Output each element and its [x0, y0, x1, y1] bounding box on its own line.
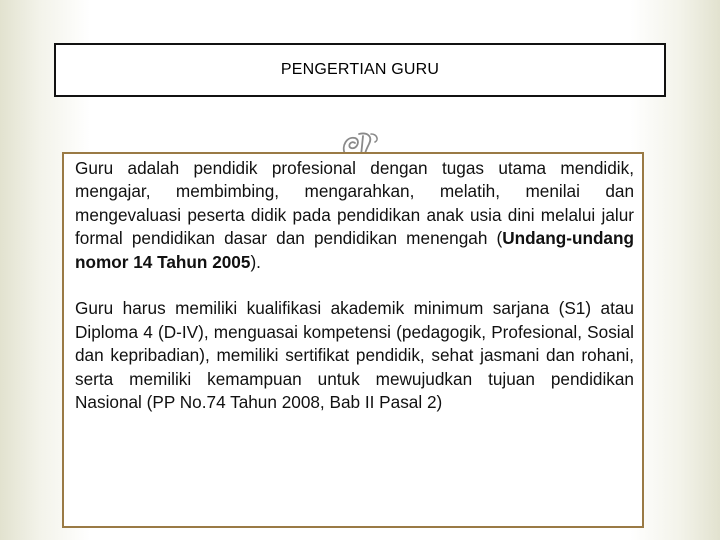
content-box	[62, 152, 644, 528]
qualification-paragraph: Guru harus memiliki kualifikasi akademik minimum sarjana (S1) atau Diploma 4 (D-IV), menguasai kompetensi (pedagogik, Profesional, Sosial dan kepribadian), memiliki sertifikat pendidik, sehat jasmani dan rohani, serta memiliki kemampuan untuk mewujudkan tujuan pendidikan Nasional (PP No.74 Tahun 2008, Bab II Pasal 2)	[75, 298, 634, 413]
slide-title: PENGERTIAN GURU	[280, 61, 440, 78]
definition-paragraph	[75, 154, 634, 274]
title-box	[54, 43, 666, 97]
law-reference: Undang-undang nomor 14 Tahun 2005	[75, 228, 634, 272]
definition-tail: ).	[250, 251, 261, 272]
definition-text: Guru adalah pendidik profesional dengan tugas utama mendidik, mengajar, membimbing, mengarahkan, melatih, menilai dan mengevaluasi peserta didik pada pendidikan anak usia dini melalui jalur formal pendidikan dasar dan pendidikan menengah (	[75, 158, 634, 249]
